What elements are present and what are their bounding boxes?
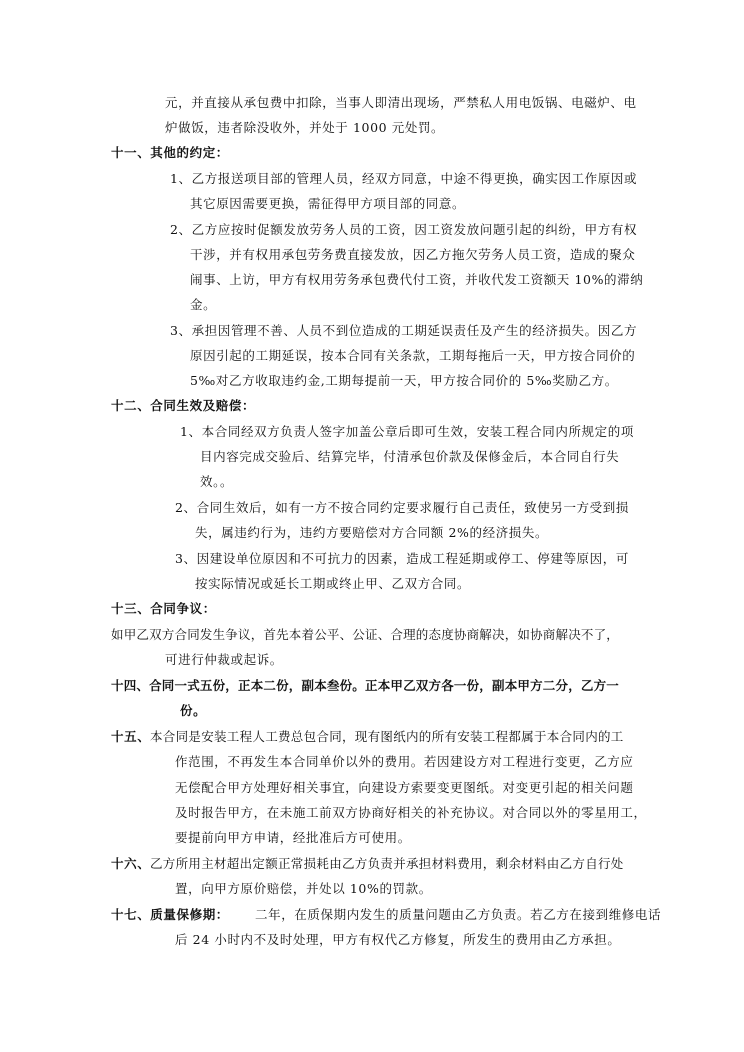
text-line: 3、因建设单位原因和不可抗力的因素，造成工程延期或停工、停建等原因，可 <box>175 551 629 566</box>
text-line: 无偿配合甲方处理好相关事宜，向建设方索要变更图纸。对变更引起的相关问题 <box>175 780 634 795</box>
text-line: 3、承担因管理不善、人员不到位造成的工期延误责任及产生的经济损失。因乙方 <box>170 323 638 338</box>
text-line: 2、合同生效后，如有一方不按合同约定要求履行自己责任，致使另一方受到损 <box>175 500 629 515</box>
text-line: 1、本合同经双方负责人签字加盖公章后即可生效，安装工程合同内所规定的项 <box>180 424 634 439</box>
text-line: 按实际情况或延长工期或终止甲、乙双方合同。 <box>195 576 471 591</box>
section-heading: 十四、合同一式五份，正本二份，副本叁份。正本甲乙双方各一份，副本甲方二分，乙方一 <box>111 678 620 693</box>
text-line: 可进行仲裁或起诉。 <box>165 652 283 667</box>
section-heading: 十一、其他的约定： <box>111 145 229 160</box>
text-line: 效。。 <box>200 474 234 489</box>
text-line: 元，并直接从承包费中扣除，当事人即清出现场，严禁私人用电饭锅、电磁炉、电 <box>165 95 637 110</box>
text-line: 作范围，不再发生本合同单价以外的费用。若因建设方对工程进行变更，乙方应 <box>175 754 634 769</box>
text-line: 1、乙方报送项目部的管理人员，经双方同意，中途不得更换，确实因工作原因或 <box>170 171 638 186</box>
text-line: 原因引起的工期延误，按本合同有关条款，工期每拖后一天，甲方按合同价的 <box>190 348 636 363</box>
text-line: 5‰对乙方收取违约金,工期每提前一天，甲方按合同价的 5‰奖励乙方。 <box>190 373 618 388</box>
text-line: 其它原因需要更换，需征得甲方项目部的同意。 <box>190 196 466 211</box>
section-number: 十六、 <box>111 856 151 871</box>
section-number: 十五、 <box>111 729 151 744</box>
text-line: 要提前向甲方申请，经批准后方可使用。 <box>175 830 411 845</box>
section-heading: 十七、质量保修期： <box>111 907 229 922</box>
text-line: 后 24 小时内不及时处理，甲方有权代乙方修复，所发生的费用由乙方承担。 <box>175 932 621 947</box>
text-line: 金。 <box>190 297 217 312</box>
text-line: 二年，在质保期内发生的质量问题由乙方负责。若乙方在接到维修电话 <box>255 907 662 922</box>
text-line: 置，向甲方原价赔偿，并处以 10%的罚款。 <box>175 881 432 896</box>
text-line: 目内容完成交验后、结算完毕，付清承包价款及保修金后，本合同自行失 <box>200 449 620 464</box>
section-heading: 十二、合同生效及赔偿： <box>111 398 256 413</box>
text-line: 及时报告甲方，在未施工前双方协商好相关的补充协议。对合同以外的零星用工， <box>175 805 647 820</box>
text-line: 乙方所用主材超出定额正常损耗由乙方负责并承担材料费用，剩余材料由乙方自行处 <box>150 856 624 871</box>
text-line: 闹事、上访，甲方有权用劳务承包费代付工资，并收代发工资额天 10%的滞纳 <box>190 272 644 287</box>
text-line: 本合同是安装工程人工费总包合同，现有图纸内的所有安装工程都属于本合同内的工 <box>150 729 624 744</box>
text-line: 炉做饭，违者除没收外，并处于 1000 元处罚。 <box>165 120 445 135</box>
text-line: 2、乙方应按时促额发放劳务人员的工资，因工资发放问题引起的纠纷，甲方有权 <box>170 222 638 237</box>
section-heading: 十三、合同争议： <box>111 601 216 616</box>
text-line: 如甲乙双方合同发生争议，首先本着公平、公证、合理的态度协商解决，如协商解决不了， <box>111 627 620 642</box>
text-line: 失，属违约行为，违约方要赔偿对方合同额 2%的经济损失。 <box>195 525 549 540</box>
text-line: 干涉，并有权用承包劳务费直接发放，因乙方拖欠劳务人员工资，造成的聚众 <box>190 247 636 262</box>
section-heading: 份。 <box>180 703 207 718</box>
